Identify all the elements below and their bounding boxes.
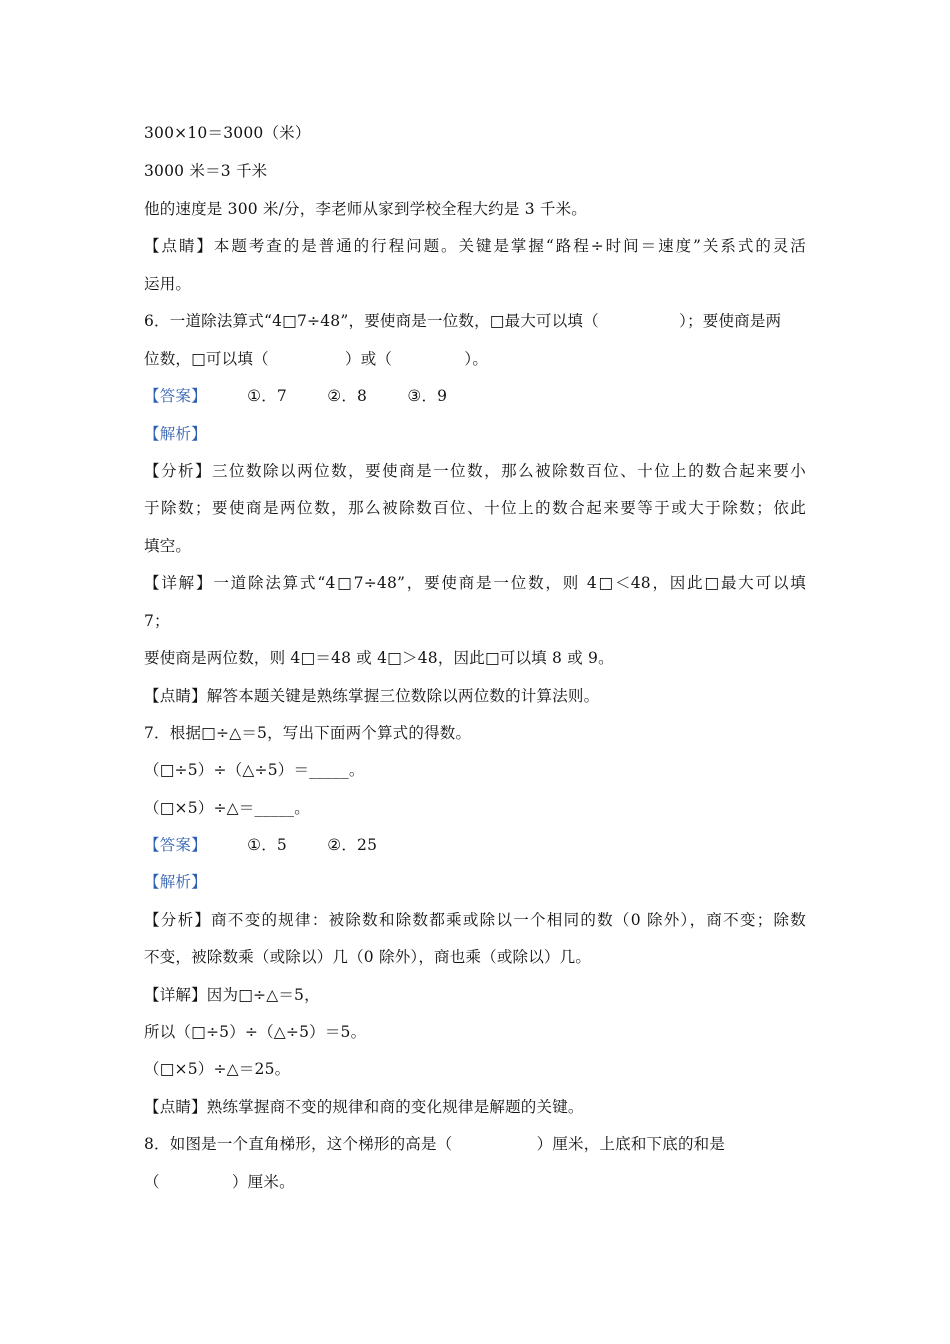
calc-line-2: 3000 米＝3 千米 [144, 162, 268, 180]
q7-analysis-label: 【解析】 [144, 873, 207, 891]
q6-stem-part-1: 6．一道除法算式“4□7÷48”，要使商是一位数，□最大可以填（ [144, 312, 599, 330]
q5-comment-line-2: 运用。 [144, 275, 192, 293]
q6-analysis-label: 【解析】 [144, 425, 207, 443]
q6-detail-line-2: 7； [144, 612, 170, 630]
q7-comment-line: 【点睛】熟练掌握商不变的规律和商的变化规律是解题的关键。 [144, 1098, 584, 1116]
q6-stem-part-2: ）；要使商是两 [679, 312, 782, 330]
q7-answer-line [144, 835, 377, 855]
conclusion-line: 他的速度是 300 米/分，李老师从家到学校全程大约是 3 千米。 [144, 200, 587, 218]
calc-line-1: 300×10＝3000（米） [144, 124, 311, 142]
q7-expression-1: （□÷5）÷（△÷5）＝_____。 [144, 761, 365, 779]
q6-stem-part-3: 位数，□可以填（ [144, 350, 269, 368]
q6-analysis-line-3: 填空。 [144, 537, 192, 555]
q6-answer-line [144, 386, 447, 406]
q8-stem-line-1 [144, 1134, 806, 1154]
q8-stem-part-1: 8．如图是一个直角梯形，这个梯形的高是（ [144, 1135, 453, 1153]
q8-stem-part-3: （ [144, 1173, 160, 1191]
q6-answer-label: 【答案】 [144, 387, 207, 405]
q8-stem-part-4: ）厘米。 [231, 1173, 295, 1191]
q7-stem: 7．根据□÷△＝5，写出下面两个算式的得数。 [144, 724, 472, 742]
q6-detail-line-3: 要使商是两位数，则 4□＝48 或 4□＞48，因此□可以填 8 或 9。 [144, 649, 614, 667]
q7-analysis-line-2: 不变，被除数乘（或除以）几（0 除外），商也乘（或除以）几。 [144, 948, 592, 966]
q6-answer-2: ②．8 [327, 387, 368, 405]
q8-stem-line-2 [144, 1172, 295, 1192]
q7-analysis-line-1: 【分析】商不变的规律：被除数和除数都乘或除以一个相同的数（0 除外），商不变；除数 [144, 911, 806, 929]
q6-comment-line: 【点睛】解答本题关键是熟练掌握三位数除以两位数的计算法则。 [144, 687, 600, 705]
q6-stem-line-1 [144, 311, 781, 331]
q7-answer-1: ①．5 [247, 836, 287, 854]
q6-analysis-line-1: 【分析】三位数除以两位数，要使商是一位数，那么被除数百位、十位上的数合起来要小 [144, 462, 806, 480]
q6-answer-3: ③．9 [407, 387, 448, 405]
q7-detail-line-3: （□×5）÷△＝25。 [144, 1060, 291, 1078]
q6-stem-part-4: ）或（ [345, 350, 393, 368]
q7-detail-line-1: 【详解】因为□÷△＝5， [144, 986, 320, 1004]
q8-stem-part-2: ）厘米，上底和下底的和是 [536, 1135, 726, 1153]
q7-detail-line-2: 所以（□÷5）÷（△÷5）＝5。 [144, 1023, 367, 1041]
q6-stem-line-2 [144, 349, 488, 369]
q6-analysis-line-2: 于除数；要使商是两位数，那么被除数百位、十位上的数合起来要等于或大于除数；依此 [144, 499, 806, 517]
q6-answer-1: ①．7 [247, 387, 287, 405]
q6-detail-line-1: 【详解】一道除法算式“4□7÷48”，要使商是一位数，则 4□＜48，因此□最大可以填 [144, 574, 806, 592]
q7-expression-2: （□×5）÷△＝_____。 [144, 799, 310, 817]
q5-comment-line-1: 【点睛】本题考查的是普通的行程问题。关键是掌握“路程÷时间＝速度”关系式的灵活 [144, 237, 806, 255]
q7-answer-label: 【答案】 [144, 836, 207, 854]
q7-answer-2: ②．25 [327, 836, 378, 854]
q6-stem-part-5: ）。 [464, 350, 489, 368]
